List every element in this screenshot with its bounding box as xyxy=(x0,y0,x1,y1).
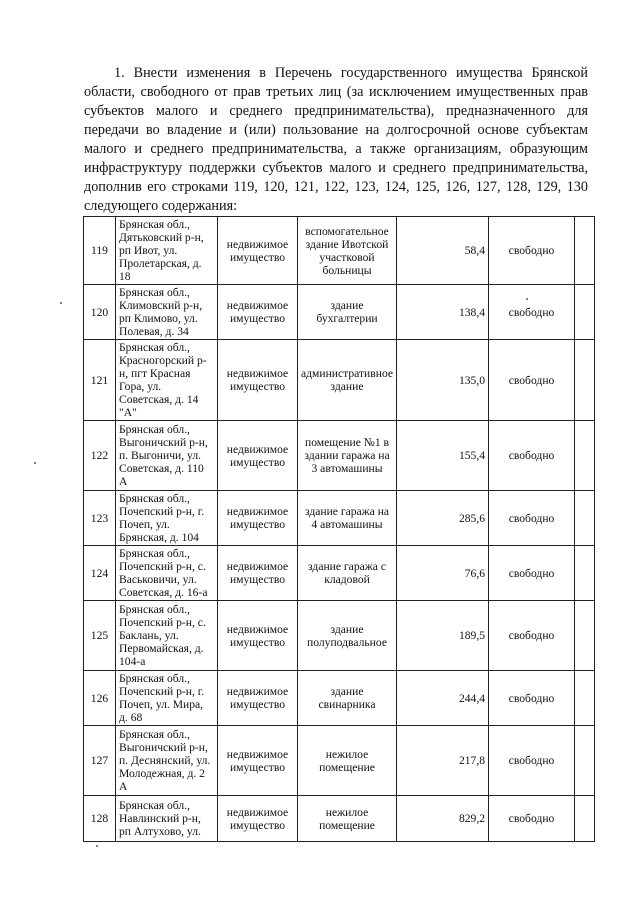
row-area: 76,6 xyxy=(397,546,489,601)
row-object-name: здание бухгалтерии xyxy=(298,285,397,340)
row-status: свободно xyxy=(489,340,575,421)
row-extra xyxy=(575,601,595,671)
table-row xyxy=(84,546,595,601)
row-number: 126 xyxy=(84,671,116,726)
table-row xyxy=(84,421,595,491)
row-address: Брянская обл., Дятьковский р-н, рп Ивот, ул. Пролетарская, д. 18 xyxy=(116,217,218,285)
row-status: свободно xyxy=(489,421,575,491)
row-area: 285,6 xyxy=(397,491,489,546)
row-object-name: здание гаража с кладовой xyxy=(298,546,397,601)
row-property-kind: недвижимое имущество xyxy=(218,671,298,726)
property-table-body xyxy=(84,217,595,842)
row-number: 120 xyxy=(84,285,116,340)
scan-speck xyxy=(96,845,98,847)
row-object-name: административное здание xyxy=(298,340,397,421)
row-extra xyxy=(575,340,595,421)
scan-speck xyxy=(34,462,36,464)
row-status: свободно xyxy=(489,726,575,796)
row-object-name: нежилое помещение xyxy=(298,796,397,842)
table-row xyxy=(84,601,595,671)
table-row xyxy=(84,340,595,421)
row-status: свободно xyxy=(489,671,575,726)
row-property-kind: недвижимое имущество xyxy=(218,546,298,601)
row-object-name: помещение №1 в здании гаража на 3 автомашины xyxy=(298,421,397,491)
row-extra xyxy=(575,796,595,842)
row-status: свободно xyxy=(489,285,575,340)
row-property-kind: недвижимое имущество xyxy=(218,340,298,421)
row-status: свободно xyxy=(489,217,575,285)
row-address: Брянская обл., Выгоничский р-н, п. Деснянский, ул. Молодежная, д. 2 А xyxy=(116,726,218,796)
row-status: свободно xyxy=(489,796,575,842)
row-number: 119 xyxy=(84,217,116,285)
table-row xyxy=(84,285,595,340)
table-row xyxy=(84,671,595,726)
row-object-name: здание свинарника xyxy=(298,671,397,726)
row-number: 121 xyxy=(84,340,116,421)
row-property-kind: недвижимое имущество xyxy=(218,491,298,546)
intro-text: 1. Внести изменения в Перечень государственного имущества Брянской области, свободного от прав третьих лиц (за исключением имущественных прав субъектов малого и среднего предпринимательства), предназначенного для передачи во владение и (или) пользование на долгосрочной основе субъектам малого и среднего предпринимательства, а также организациям, образующим инфраструктуру поддержки субъектов малого и среднего предпринимательства, дополнив его строками 119, 120, 121, 122, 123, 124, 125, 126, 127, 128, 129, 130 следующего содержания: xyxy=(84,65,588,214)
row-address: Брянская обл., Климовский р-н, рп Климово, ул. Полевая, д. 34 xyxy=(116,285,218,340)
table-row xyxy=(84,491,595,546)
row-number: 127 xyxy=(84,726,116,796)
row-property-kind: недвижимое имущество xyxy=(218,217,298,285)
row-extra xyxy=(575,421,595,491)
row-extra xyxy=(575,671,595,726)
scan-speck xyxy=(60,302,62,304)
row-number: 128 xyxy=(84,796,116,842)
row-extra xyxy=(575,217,595,285)
row-object-name: нежилое помещение xyxy=(298,726,397,796)
row-property-kind: недвижимое имущество xyxy=(218,726,298,796)
row-address: Брянская обл., Почепский р-н, г. Почеп, ул. Брянская, д. 104 xyxy=(116,491,218,546)
row-address: Брянская обл., Красногорский р-н, пгт Красная Гора, ул. Советская, д. 14 "А" xyxy=(116,340,218,421)
row-address: Брянская обл., Почепский р-н, с. Васьковичи, ул. Советская, д. 16-а xyxy=(116,546,218,601)
row-area: 189,5 xyxy=(397,601,489,671)
row-object-name: здание полуподвальное xyxy=(298,601,397,671)
row-property-kind: недвижимое имущество xyxy=(218,285,298,340)
row-area: 138,4 xyxy=(397,285,489,340)
table-row xyxy=(84,726,595,796)
row-area: 135,0 xyxy=(397,340,489,421)
row-area: 244,4 xyxy=(397,671,489,726)
row-number: 124 xyxy=(84,546,116,601)
row-area: 829,2 xyxy=(397,796,489,842)
row-number: 122 xyxy=(84,421,116,491)
intro-paragraph xyxy=(84,64,588,216)
row-number: 125 xyxy=(84,601,116,671)
row-extra xyxy=(575,546,595,601)
row-property-kind: недвижимое имущество xyxy=(218,421,298,491)
row-area: 155,4 xyxy=(397,421,489,491)
table-row xyxy=(84,217,595,285)
row-object-name: вспомогательное здание Ивотской участковой больницы xyxy=(298,217,397,285)
row-area: 58,4 xyxy=(397,217,489,285)
table-row xyxy=(84,796,595,842)
row-object-name: здание гаража на 4 автомашины xyxy=(298,491,397,546)
row-status: свободно xyxy=(489,491,575,546)
row-area: 217,8 xyxy=(397,726,489,796)
row-number: 123 xyxy=(84,491,116,546)
row-extra xyxy=(575,491,595,546)
row-property-kind: недвижимое имущество xyxy=(218,601,298,671)
row-address: Брянская обл., Выгоничский р-н, п. Выгоничи, ул. Советская, д. 110 А xyxy=(116,421,218,491)
property-table xyxy=(83,216,595,842)
row-status: свободно xyxy=(489,546,575,601)
row-property-kind: недвижимое имущество xyxy=(218,796,298,842)
row-address: Брянская обл., Почепский р-н, с. Баклань, ул. Первомайская, д. 104-а xyxy=(116,601,218,671)
row-status: свободно xyxy=(489,601,575,671)
scan-speck xyxy=(526,298,528,300)
row-extra xyxy=(575,285,595,340)
row-address: Брянская обл., Почепский р-н, г. Почеп, ул. Мира, д. 68 xyxy=(116,671,218,726)
row-extra xyxy=(575,726,595,796)
row-address: Брянская обл., Навлинский р-н, рп Алтухово, ул. xyxy=(116,796,218,842)
